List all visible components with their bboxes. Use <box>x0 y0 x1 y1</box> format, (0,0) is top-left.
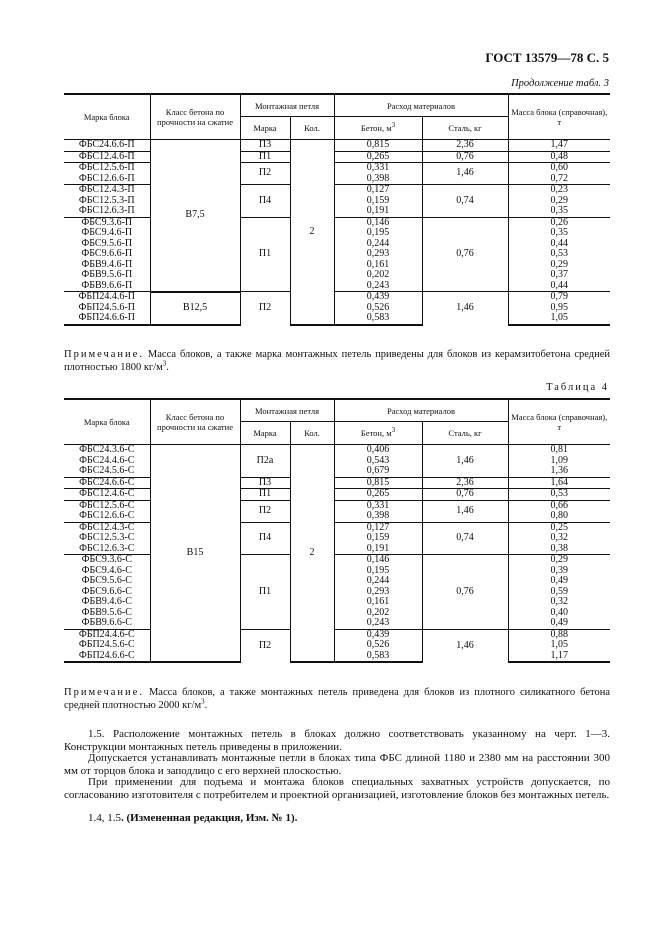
cell-mark: ФБС12.4.3-П <box>64 185 150 196</box>
table-row <box>64 151 610 163</box>
table-row <box>64 217 610 228</box>
cell-mass: 0,38 <box>508 544 610 555</box>
table-row <box>64 140 610 152</box>
cell-mass: 0,32 <box>508 533 610 544</box>
table-row <box>64 576 610 587</box>
cell-concrete: 0,146 <box>334 217 422 228</box>
cell-steel: 1,46 <box>422 500 508 522</box>
cell-mass: 1,64 <box>508 477 610 489</box>
table-row <box>64 597 610 608</box>
cell-steel: 2,36 <box>422 477 508 489</box>
table3-caption: Продолжение табл. 3 <box>511 78 609 89</box>
cell-mark: ФБС12.6.6-С <box>64 511 150 522</box>
cell-concrete: 0,331 <box>334 500 422 511</box>
cell-mass: 0,29 <box>508 196 610 207</box>
cell-concrete: 0,439 <box>334 629 422 640</box>
cell-concrete: 0,398 <box>334 174 422 185</box>
table-row <box>64 445 610 456</box>
cell-mark: ФБС9.5.6-С <box>64 576 150 587</box>
cell-concrete: 0,439 <box>334 292 422 303</box>
cell-concrete: 0,159 <box>334 196 422 207</box>
cell-mark: ФБС12.4.6-П <box>64 151 150 163</box>
cell-concrete: 0,815 <box>334 140 422 152</box>
table-row <box>64 511 610 522</box>
table-row <box>64 640 610 651</box>
cell-steel: 1,46 <box>422 629 508 662</box>
table-row <box>64 500 610 511</box>
cell-mark: ФБП24.6.6-П <box>64 313 150 325</box>
cell-concrete: 0,543 <box>334 456 422 467</box>
cell-mark: ФБС12.5.3-С <box>64 533 150 544</box>
table-row <box>64 228 610 239</box>
cell-mass: 0,23 <box>508 185 610 196</box>
cell-concrete: 0,331 <box>334 163 422 174</box>
cell-concrete: 0,243 <box>334 281 422 292</box>
cell-mass: 0,29 <box>508 260 610 271</box>
table-row <box>64 292 610 303</box>
cell-loop-mark: П3 <box>240 477 290 489</box>
cell-mark: ФБС9.6.6-П <box>64 249 150 260</box>
cell-mark: ФБП24.6.6-С <box>64 651 150 663</box>
table-row <box>64 456 610 467</box>
cell-mass: 0,53 <box>508 249 610 260</box>
cell-mass: 0,48 <box>508 151 610 163</box>
cell-loop-count: 2 <box>290 445 334 663</box>
cell-loop-mark: П2 <box>240 163 290 185</box>
table-row <box>64 555 610 566</box>
table-row <box>64 196 610 207</box>
table-4 <box>64 398 610 663</box>
cell-mass: 0,32 <box>508 597 610 608</box>
cell-mass: 0,95 <box>508 303 610 314</box>
cell-mark: ФБС12.6.6-П <box>64 174 150 185</box>
cell-mark: ФБС12.4.6-С <box>64 489 150 501</box>
cell-mass: 0,40 <box>508 608 610 619</box>
table4-caption: Таблица 4 <box>546 382 609 393</box>
cell-mark: ФБС12.6.3-С <box>64 544 150 555</box>
cell-concrete: 0,127 <box>334 522 422 533</box>
cell-concrete: 0,127 <box>334 185 422 196</box>
cell-mass: 0,37 <box>508 270 610 281</box>
table-row <box>64 239 610 250</box>
paragraph-gripping-devices: При применении для подъема и монтажа блоков специальных захватных устройств допускается, по согласованию изготовителя с потребителем и проектной организацией, изготовление блоков без монтажных петель. <box>64 776 610 801</box>
col-header-consumption: Расход материалов <box>334 94 508 117</box>
page-header: ГОСТ 13579—78 С. 5 <box>485 50 609 65</box>
cell-mass: 1,09 <box>508 456 610 467</box>
col-header-consumption: Расход материалов <box>334 399 508 422</box>
table-row <box>64 533 610 544</box>
table-4-body <box>64 445 610 663</box>
table-row <box>64 629 610 640</box>
cell-concrete: 0,406 <box>334 445 422 456</box>
col-header-mass: Масса блока (справочная), т <box>508 399 610 445</box>
cell-mass: 0,66 <box>508 500 610 511</box>
cell-mass: 0,44 <box>508 281 610 292</box>
cell-loop-mark: П1 <box>240 151 290 163</box>
cell-mass: 0,53 <box>508 489 610 501</box>
cell-mass: 0,49 <box>508 618 610 629</box>
table-row <box>64 249 610 260</box>
table-3-body <box>64 140 610 325</box>
cell-concrete: 0,293 <box>334 249 422 260</box>
table-row <box>64 281 610 292</box>
table-row <box>64 651 610 663</box>
cell-loop-mark: П4 <box>240 185 290 218</box>
cell-mark: ФБС12.5.3-П <box>64 196 150 207</box>
cell-mark: ФБВ9.5.6-П <box>64 270 150 281</box>
paragraph-amendment: 1.4, 1.5. (Измененная редакция, Изм. № 1). <box>88 812 298 824</box>
table-row <box>64 544 610 555</box>
cell-mass: 0,44 <box>508 239 610 250</box>
cell-concrete: 0,202 <box>334 270 422 281</box>
col-header-mass: Масса блока (справочная), т <box>508 94 610 140</box>
cell-mass: 0,35 <box>508 228 610 239</box>
note-lead: Примечание. <box>64 687 144 698</box>
cell-concrete-class: B12,5 <box>150 292 240 325</box>
cell-mark: ФБС24.6.6-П <box>64 140 150 152</box>
cell-concrete: 0,583 <box>334 651 422 663</box>
cell-mark: ФБС24.5.6-С <box>64 466 150 477</box>
cell-steel: 1,46 <box>422 445 508 478</box>
col-header-mark: Марка блока <box>64 399 150 445</box>
cell-mass: 0,49 <box>508 576 610 587</box>
table-row <box>64 477 610 489</box>
cell-concrete: 0,244 <box>334 239 422 250</box>
col-header-concrete: Бетон, $м^3$ <box>334 117 422 140</box>
cell-mark: ФБС9.4.6-С <box>64 566 150 577</box>
cell-mark: ФБС12.5.6-П <box>64 163 150 174</box>
table-row <box>64 206 610 217</box>
table-row <box>64 608 610 619</box>
cell-mark: ФБП24.5.6-С <box>64 640 150 651</box>
cell-concrete: 0,195 <box>334 228 422 239</box>
cell-mark: ФБС24.4.6-С <box>64 456 150 467</box>
cell-steel: 1,46 <box>422 163 508 185</box>
col-header-steel: Сталь, кг <box>422 422 508 445</box>
cell-mark: ФБП24.4.6-П <box>64 292 150 303</box>
cell-mark: ФБС9.4.6-П <box>64 228 150 239</box>
cell-concrete: 0,679 <box>334 466 422 477</box>
cell-mark: ФБП24.5.6-П <box>64 303 150 314</box>
cell-loop-mark: П4 <box>240 522 290 555</box>
cell-mark: ФБВ9.6.6-П <box>64 281 150 292</box>
col-header-loop-mark: Марка <box>240 117 290 140</box>
cell-mass: 0,72 <box>508 174 610 185</box>
table-row <box>64 313 610 325</box>
col-header-concrete: Бетон, $м^3$ <box>334 422 422 445</box>
note-text: Масса блоков, а также монтажных петель приведена для блоков из плотного силикатного бетона средней плотностью 2000 кг/м <box>64 687 611 711</box>
table-row <box>64 587 610 598</box>
cell-concrete: 0,161 <box>334 260 422 271</box>
cell-loop-mark: П2а <box>240 445 290 478</box>
cell-concrete: 0,526 <box>334 303 422 314</box>
table-row <box>64 270 610 281</box>
cell-mass: 0,88 <box>508 629 610 640</box>
cell-mark: ФБС12.6.3-П <box>64 206 150 217</box>
cell-mass: 1,05 <box>508 640 610 651</box>
cell-mark: ФБВ9.6.6-С <box>64 618 150 629</box>
cell-concrete: 0,244 <box>334 576 422 587</box>
cell-concrete: 0,195 <box>334 566 422 577</box>
table-row <box>64 260 610 271</box>
cell-mass: 1,05 <box>508 313 610 325</box>
col-header-loop-mark: Марка <box>240 422 290 445</box>
table-row <box>64 489 610 501</box>
note-text: Масса блоков, а также марка монтажных петель приведены для блоков из керамзитобетона средней плотностью 1800 кг/м <box>64 349 610 373</box>
cell-mass: 0,60 <box>508 163 610 174</box>
col-header-steel: Сталь, кг <box>422 117 508 140</box>
cell-concrete: 0,191 <box>334 206 422 217</box>
cell-steel: 0,74 <box>422 522 508 555</box>
cell-concrete: 0,526 <box>334 640 422 651</box>
note-lead: Примечание. <box>64 349 144 360</box>
cell-steel: 1,46 <box>422 292 508 325</box>
table-row <box>64 522 610 533</box>
table3-note: Примечание. Масса блоков, а также марка монтажных петель приведены для блоков из керамзитобетона средней плотностью 1800 $кг/м^3$. <box>64 349 610 373</box>
cell-mass: 1,47 <box>508 140 610 152</box>
cell-concrete-class: B15 <box>150 445 240 663</box>
cell-loop-mark: П2 <box>240 629 290 662</box>
cell-mark: ФБП24.4.6-С <box>64 629 150 640</box>
cell-loop-mark: П1 <box>240 489 290 501</box>
cell-mass: 0,26 <box>508 217 610 228</box>
cell-mark: ФБВ9.5.6-С <box>64 608 150 619</box>
cell-concrete: 0,161 <box>334 597 422 608</box>
cell-mark: ФБС9.5.6-П <box>64 239 150 250</box>
table-row <box>64 566 610 577</box>
cell-loop-mark: П2 <box>240 292 290 325</box>
cell-concrete-class: B7,5 <box>150 140 240 292</box>
col-header-concrete-class: Класс бетона по прочности на сжатие <box>150 399 240 445</box>
table4-note: Примечание. Масса блоков, а также монтажных петель приведена для блоков из плотного силикатного бетона средней плотностью 2000 $кг/м^3$. <box>64 687 611 711</box>
col-header-mark: Марка блока <box>64 94 150 140</box>
cell-loop-mark: П3 <box>240 140 290 152</box>
cell-concrete: 0,398 <box>334 511 422 522</box>
cell-loop-mark: П1 <box>240 555 290 630</box>
cell-concrete: 0,202 <box>334 608 422 619</box>
table-3 <box>64 93 610 326</box>
cell-concrete: 0,159 <box>334 533 422 544</box>
cell-concrete: 0,146 <box>334 555 422 566</box>
table-row <box>64 618 610 629</box>
cell-steel: 0,74 <box>422 185 508 218</box>
cell-concrete: 0,265 <box>334 489 422 501</box>
cell-mass: 0,80 <box>508 511 610 522</box>
cell-steel: 0,76 <box>422 217 508 292</box>
cell-mass: 0,79 <box>508 292 610 303</box>
cell-mark: ФБС9.6.6-С <box>64 587 150 598</box>
cell-mark: ФБС9.3.6-С <box>64 555 150 566</box>
table-row <box>64 185 610 196</box>
cell-mass: 1,17 <box>508 651 610 663</box>
cell-steel: 0,76 <box>422 555 508 630</box>
cell-mass: 0,35 <box>508 206 610 217</box>
cell-concrete: 0,191 <box>334 544 422 555</box>
cell-steel: 2,36 <box>422 140 508 152</box>
cell-steel: 0,76 <box>422 151 508 163</box>
cell-mass: 0,25 <box>508 522 610 533</box>
cell-loop-mark: П2 <box>240 500 290 522</box>
table-row <box>64 303 610 314</box>
cell-mass: 0,29 <box>508 555 610 566</box>
cell-concrete: 0,815 <box>334 477 422 489</box>
cell-mass: 0,59 <box>508 587 610 598</box>
table-row <box>64 174 610 185</box>
cell-concrete: 0,583 <box>334 313 422 325</box>
cell-loop-count: 2 <box>290 140 334 325</box>
cell-mark: ФБС9.3.6-П <box>64 217 150 228</box>
cell-mark: ФБС24.6.6-С <box>64 477 150 489</box>
cell-mark: ФБВ9.4.6-П <box>64 260 150 271</box>
cell-mark: ФБС24.3.6-С <box>64 445 150 456</box>
cell-mass: 0,39 <box>508 566 610 577</box>
col-header-concrete-class: Класс бетона по прочности на сжатие <box>150 94 240 140</box>
cell-concrete: 0,243 <box>334 618 422 629</box>
cell-mark: ФБС12.5.6-С <box>64 500 150 511</box>
table-row <box>64 466 610 477</box>
cell-mark: ФБС12.4.3-С <box>64 522 150 533</box>
paragraph-1-5: 1.5. Расположение монтажных петель в блоках должно соответствовать указанному на черт. 1—3. Конструкции монтажных петель приведены в приложении. <box>64 728 610 753</box>
col-header-loop-count: Кол. <box>290 422 334 445</box>
cell-concrete: 0,293 <box>334 587 422 598</box>
cell-mass: 1,36 <box>508 466 610 477</box>
cell-mass: 0,81 <box>508 445 610 456</box>
table-row <box>64 163 610 174</box>
paragraph-loops-placement: Допускается устанавливать монтажные петли в блоках типа ФБС длиной 1180 и 2380 мм на расстоянии 300 мм от торцов блока и заподлицо с его верхней плоскостью. <box>64 752 610 777</box>
cell-concrete: 0,265 <box>334 151 422 163</box>
cell-mark: ФБВ9.4.6-С <box>64 597 150 608</box>
cell-loop-mark: П1 <box>240 217 290 292</box>
col-header-loop: Монтажная петля <box>240 94 334 117</box>
col-header-loop-count: Кол. <box>290 117 334 140</box>
cell-steel: 0,76 <box>422 489 508 501</box>
col-header-loop: Монтажная петля <box>240 399 334 422</box>
